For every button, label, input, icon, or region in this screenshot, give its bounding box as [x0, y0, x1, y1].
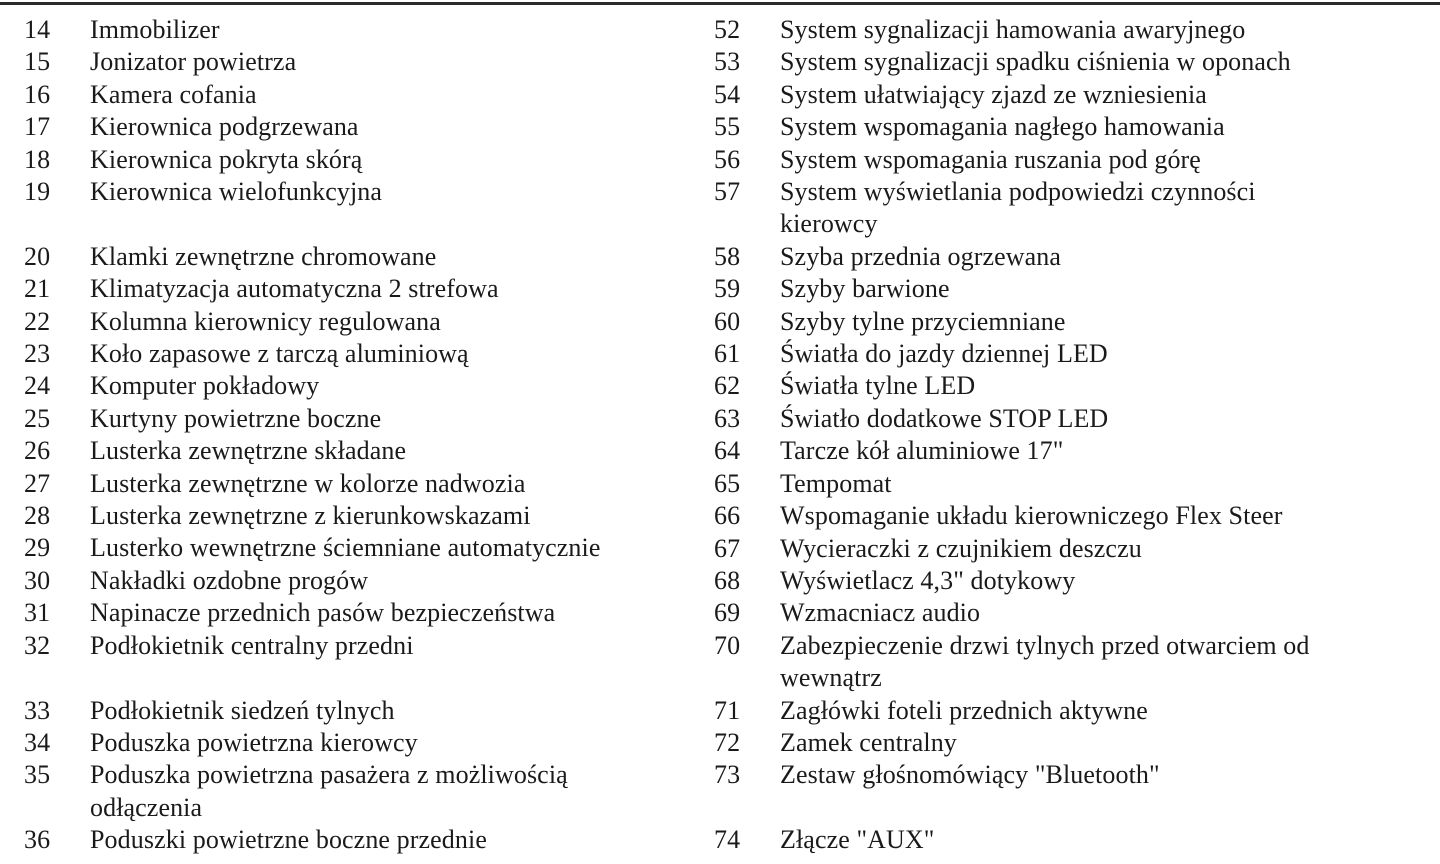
item-text: Zamek centralny: [780, 727, 957, 757]
item-number: 25: [24, 403, 51, 433]
list-item: [714, 403, 1414, 435]
list-item: [714, 468, 1414, 500]
list-item: [24, 727, 684, 759]
item-text: Kierownica pokryta skórą: [90, 144, 363, 174]
item-text: Światła do jazdy dziennej LED: [780, 339, 1108, 369]
item-number: 56: [714, 144, 741, 174]
list-item: [24, 532, 684, 564]
item-text: Kolumna kierownicy regulowana: [90, 306, 441, 336]
item-number: 21: [24, 274, 51, 304]
list-item: [24, 306, 684, 338]
list-item: [24, 695, 684, 727]
list-item: [714, 46, 1414, 78]
item-text: Klamki zewnętrzne chromowane: [90, 241, 437, 271]
item-number: 66: [714, 501, 741, 531]
item-text: Podłokietnik siedzeń tylnych: [90, 695, 395, 725]
list-item: [714, 824, 1414, 856]
item-number: 15: [24, 47, 51, 77]
list-item: [24, 435, 684, 467]
item-text: Jonizator powietrza: [90, 47, 297, 77]
item-text: System ułatwiający zjazd ze wzniesienia: [780, 79, 1207, 109]
item-text: Poduszka powietrzna pasażera z możliwością odłączenia: [90, 760, 568, 822]
item-number: 71: [714, 695, 741, 725]
item-number: 28: [24, 501, 51, 531]
item-text: Złącze "AUX": [780, 825, 935, 855]
item-number: 22: [24, 306, 51, 336]
list-item: [714, 565, 1414, 597]
item-number: 54: [714, 79, 741, 109]
item-number: 70: [714, 630, 741, 660]
list-item: [714, 79, 1414, 111]
list-item: [714, 144, 1414, 176]
item-text: Zestaw głośnomówiący "Bluetooth": [780, 760, 1160, 790]
item-number: 61: [714, 339, 741, 369]
item-text: System sygnalizacji hamowania awaryjnego: [780, 15, 1246, 44]
list-item: [714, 533, 1414, 565]
item-text: Kurtyny powietrzne boczne: [90, 403, 382, 433]
list-item: [714, 630, 1414, 695]
list-item: [24, 14, 684, 46]
item-number: 52: [714, 15, 741, 44]
item-number: 29: [24, 533, 51, 563]
item-number: 67: [714, 533, 741, 563]
list-item: [714, 176, 1414, 241]
item-number: 31: [24, 598, 51, 628]
list-item: [714, 273, 1414, 305]
top-rule: [0, 2, 1440, 5]
item-number: 55: [714, 112, 741, 142]
item-text: System wyświetlania podpowiedzi czynności kierowcy: [780, 177, 1256, 239]
list-item: [714, 14, 1414, 46]
item-number: 17: [24, 112, 51, 142]
item-text: Szyby tylne przyciemniane: [780, 306, 1066, 336]
item-number: 23: [24, 339, 51, 369]
right-column: [714, 14, 1414, 857]
left-column: [24, 14, 684, 857]
item-text: Zabezpieczenie drzwi tylnych przed otwarciem od wewnątrz: [780, 630, 1310, 693]
item-text: Światła tylne LED: [780, 371, 976, 401]
item-number: 53: [714, 47, 741, 77]
item-text: Komputer pokładowy: [90, 371, 320, 401]
item-text: Kamera cofania: [90, 79, 257, 109]
list-item: [24, 468, 684, 500]
item-number: 24: [24, 371, 51, 401]
item-number: 69: [714, 598, 741, 628]
item-text: Klimatyzacja automatyczna 2 strefowa: [90, 274, 499, 304]
list-item: [24, 176, 684, 208]
list-item: [24, 759, 684, 824]
list-item: [714, 759, 1414, 791]
item-number: 72: [714, 727, 741, 757]
item-text: Lusterka zewnętrzne składane: [90, 436, 407, 466]
list-item: [24, 630, 684, 662]
item-text: Tempomat: [780, 468, 892, 498]
item-text: Światło dodatkowe STOP LED: [780, 403, 1109, 433]
item-text: Tarcze kół aluminiowe 17": [780, 436, 1064, 466]
item-text: System wspomagania nagłego hamowania: [780, 112, 1225, 142]
item-number: 73: [714, 760, 741, 790]
list-item: [24, 824, 684, 856]
item-text: Wycieraczki z czujnikiem deszczu: [780, 533, 1142, 563]
item-text: Kierownica wielofunkcyjna: [90, 177, 383, 207]
item-text: Podłokietnik centralny przedni: [90, 630, 414, 660]
item-number: 58: [714, 241, 741, 271]
list-item: [714, 695, 1414, 727]
item-number: 18: [24, 144, 51, 174]
item-text: Nakładki ozdobne progów: [90, 565, 369, 595]
item-text: Szyba przednia ogrzewana: [780, 241, 1062, 271]
item-number: 74: [714, 825, 741, 855]
item-number: 63: [714, 403, 741, 433]
item-number: 33: [24, 695, 51, 725]
list-item: [714, 597, 1414, 629]
item-text: System wspomagania ruszania pod górę: [780, 144, 1201, 174]
item-number: 62: [714, 371, 741, 401]
list-item: [24, 46, 684, 78]
list-item: [24, 273, 684, 305]
list-item: [24, 79, 684, 111]
item-text: Kierownica podgrzewana: [90, 112, 359, 142]
list-item: [24, 403, 684, 435]
item-text: Poduszki powietrzne boczne przednie: [90, 825, 487, 855]
item-text: Wyświetlacz 4,3" dotykowy: [780, 565, 1076, 595]
list-item: [24, 500, 684, 532]
list-item: [24, 338, 684, 370]
item-number: 57: [714, 177, 741, 207]
item-text: Koło zapasowe z tarczą aluminiową: [90, 339, 469, 369]
item-number: 35: [24, 760, 51, 790]
item-number: 27: [24, 468, 51, 498]
item-number: 16: [24, 79, 51, 109]
item-number: 60: [714, 306, 741, 336]
item-text: Lusterka zewnętrzne z kierunkowskazami: [90, 501, 531, 531]
list-item: [714, 241, 1414, 273]
item-text: System sygnalizacji spadku ciśnienia w oponach: [780, 47, 1291, 77]
item-text: Poduszka powietrzna kierowcy: [90, 727, 418, 757]
list-item: [714, 338, 1414, 370]
list-item: [24, 144, 684, 176]
list-item: [714, 370, 1414, 402]
list-item: [714, 500, 1414, 532]
item-text: Wzmacniacz audio: [780, 598, 981, 628]
list-item: [714, 727, 1414, 759]
item-text: Immobilizer: [90, 15, 220, 44]
item-number: 59: [714, 274, 741, 304]
list-item: [24, 111, 684, 143]
item-number: 19: [24, 177, 51, 207]
list-item: [24, 565, 684, 597]
item-number: 14: [24, 15, 51, 44]
list-item: [24, 370, 684, 402]
item-text: Zagłówki foteli przednich aktywne: [780, 695, 1148, 725]
item-text: Lusterka zewnętrzne w kolorze nadwozia: [90, 468, 526, 498]
item-number: 30: [24, 565, 51, 595]
item-number: 36: [24, 825, 51, 855]
item-number: 64: [714, 436, 741, 466]
item-number: 34: [24, 727, 51, 757]
item-number: 26: [24, 436, 51, 466]
list-item: [714, 111, 1414, 143]
list-item: [714, 435, 1414, 467]
item-number: 20: [24, 241, 51, 271]
item-text: Szyby barwione: [780, 274, 950, 304]
item-text: Wspomaganie układu kierowniczego Flex Steer: [780, 501, 1283, 531]
list-item: [24, 241, 684, 273]
list-item: [714, 306, 1414, 338]
item-number: 65: [714, 468, 741, 498]
list-item: [24, 597, 684, 629]
item-number: 32: [24, 630, 51, 660]
item-text: Napinacze przednich pasów bezpieczeństwa: [90, 598, 556, 628]
item-number: 68: [714, 565, 741, 595]
item-text: Lusterko wewnętrzne ściemniane automatycznie: [90, 533, 601, 563]
